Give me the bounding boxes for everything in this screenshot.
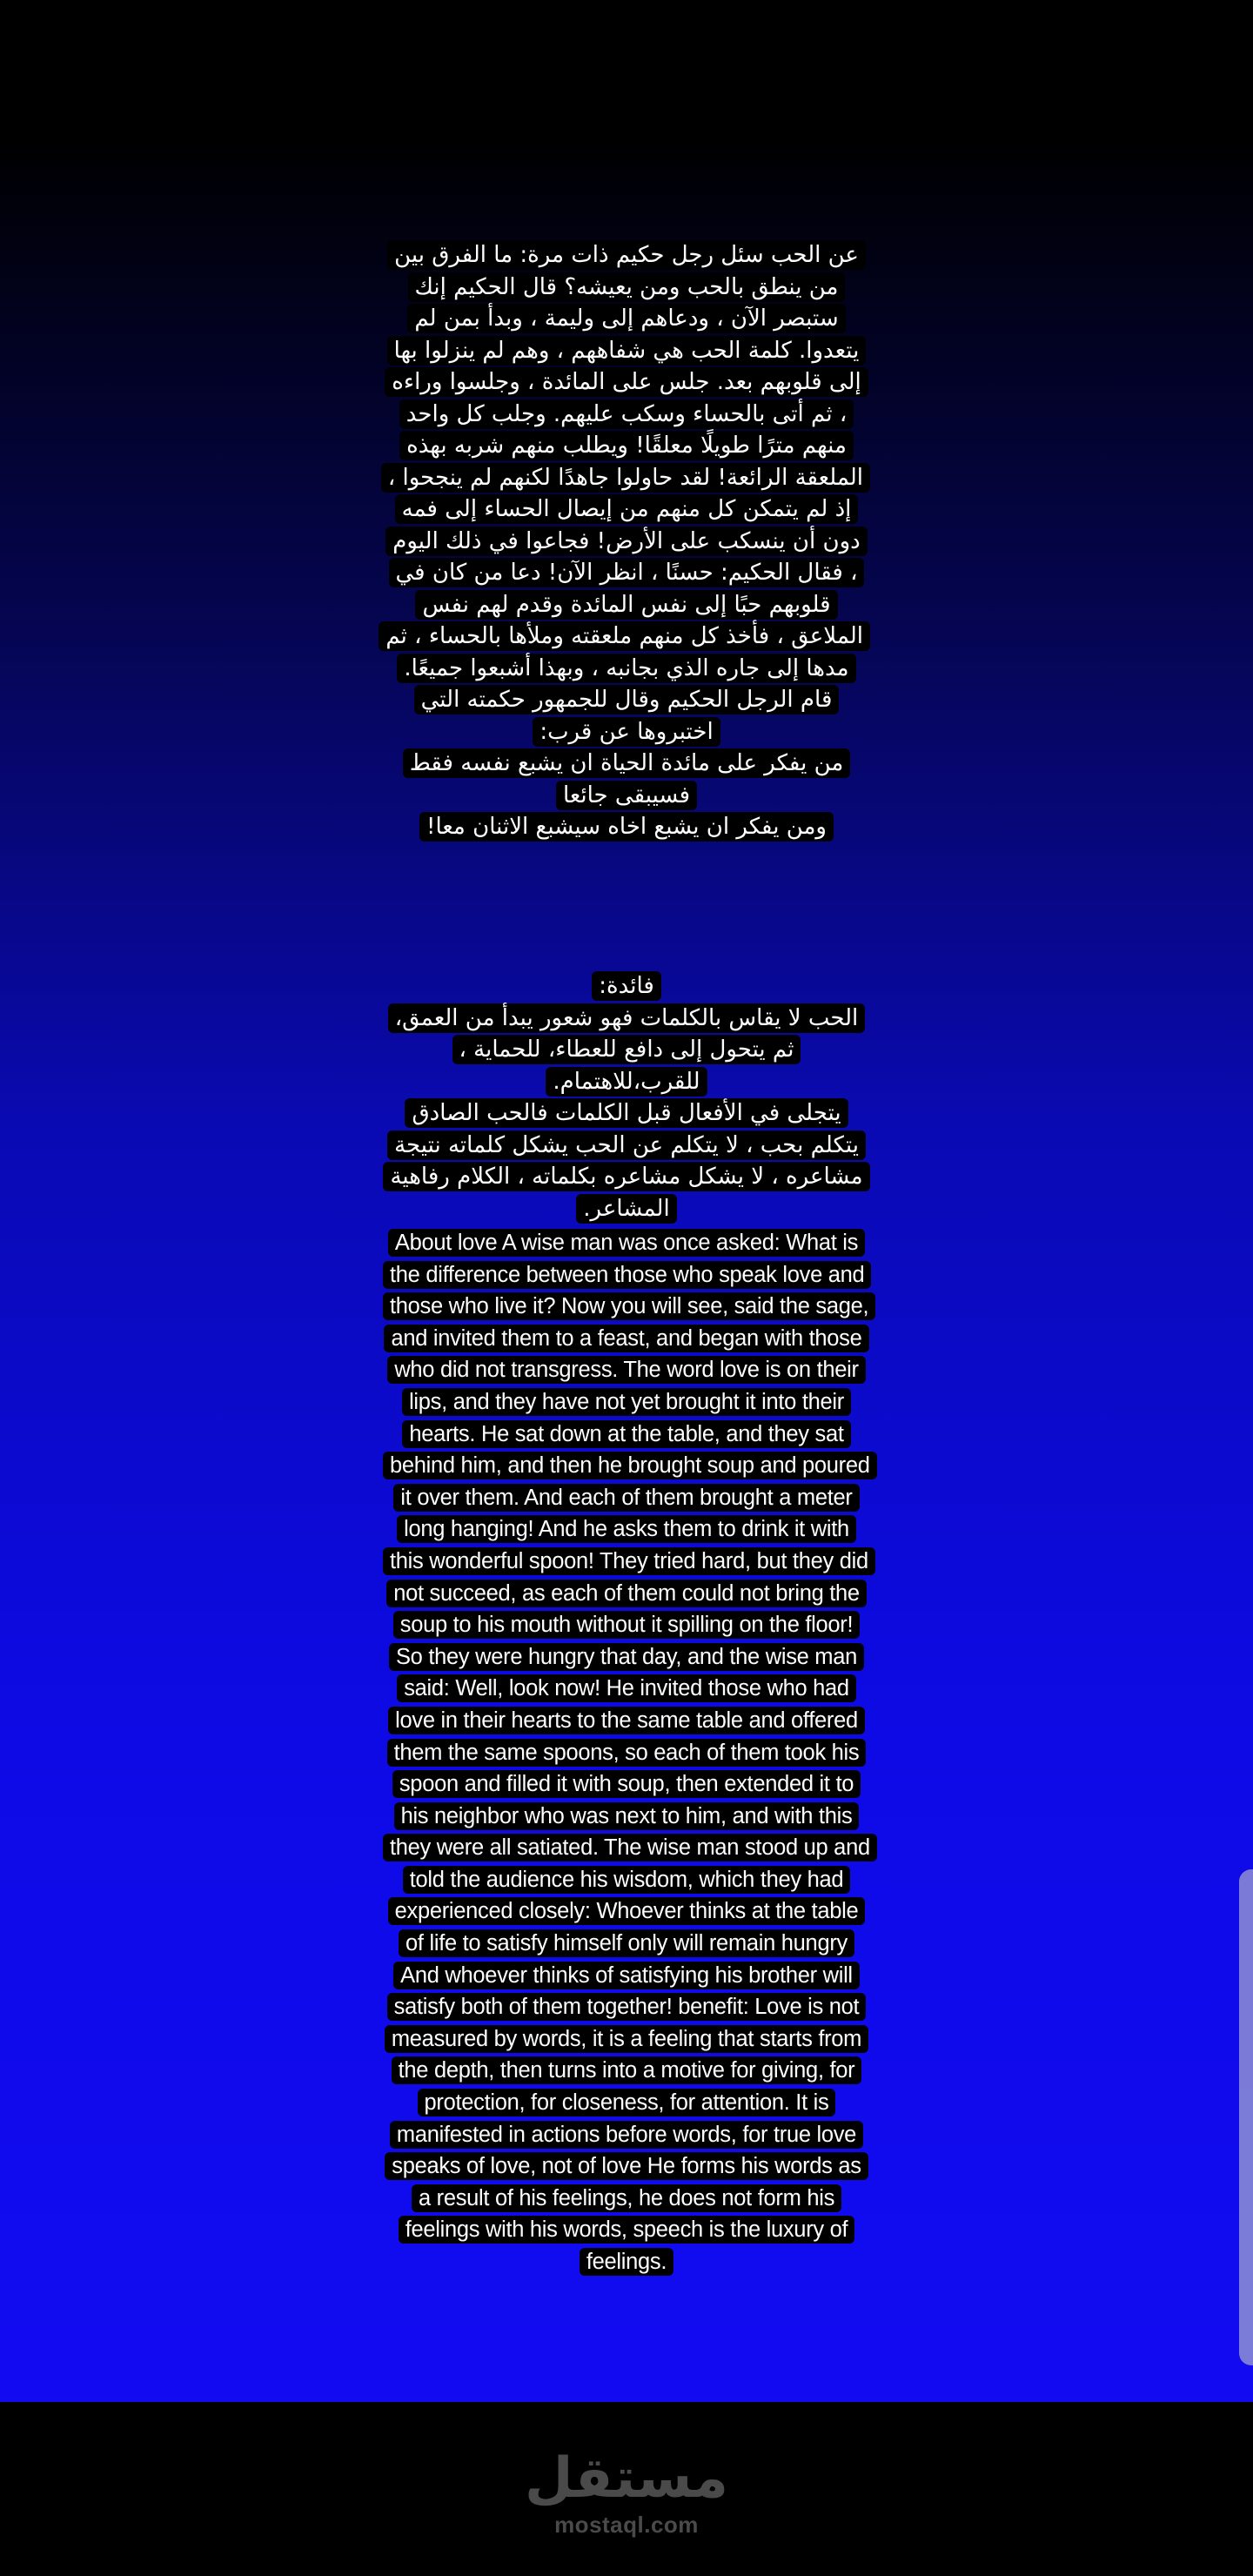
scroll-handle[interactable]	[1239, 1869, 1253, 2365]
moral-line-1: من يفكر على مائدة الحياة ان يشبع نفسه فقط فسيبقى جائعا	[403, 748, 851, 810]
benefit-paragraph-1: الحب لا يقاس بالكلمات فهو شعور يبدأ من العمق، ثم يتحول إلى دافع للعطاء، للحماية ، للقرب،للاهتمام.	[388, 1003, 866, 1097]
mostaql-watermark	[452, 2445, 801, 2538]
benefit-title: فائدة:	[592, 971, 661, 1001]
english-translation	[383, 1227, 870, 2278]
arabic-story	[383, 239, 870, 843]
moral-line-2: ومن يفكر ان يشبع اخاه سيشبع الاثنان معا!	[419, 812, 834, 842]
arabic-story-text: عن الحب سئل رجل حكيم ذات مرة: ما الفرق بين من ينطق بالحب ومن يعيشه؟ قال الحكيم إنك ستبصر الآن ، ودعاهم إلى وليمة ، وبدأ بمن لم يتعدوا. كلمة الحب هي شفاههم ، وهم لم ينزلوا بها إلى قلوبهم بعد. جلس على المائدة ، وجلسوا وراءه ، ثم أتى بالحساء وسكب عليهم. وجلب كل واحد منهم مترًا طويلًا معلقًا! ويطلب منهم شربه بهذه الملعقة الرائعة! لقد حاولوا جاهدًا لكنهم لم ينجحوا ، إذ لم يتمكن كل منهم من إيصال الحساء إلى فمه دون أن ينسكب على الأرض! فجاعوا في ذلك اليوم ، فقال الحكيم: حسنًا ، انظر الآن! دعا من كان في قلوبهم حبًا إلى نفس المائدة وقدم لهم نفس الملاعق ، فأخذ كل منهم ملعقته وملأها بالحساء ، ثم مدها إلى جاره الذي بجانبه ، وبهذا أشبعوا جميعًا. قام الرجل الحكيم وقال للجمهور حكمته التي اختبروها عن قرب:	[379, 240, 870, 747]
watermark-logo-url: mostaql.com	[554, 2512, 699, 2538]
watermark-logo-arabic: مستقل	[524, 2446, 729, 2511]
benefit-paragraph-2: يتجلى في الأفعال قبل الكلمات فالحب الصادق يتكلم بحب ، لا يتكلم عن الحب يشكل كلماته نتيجة مشاعره ، لا يشكل مشاعره بكلماته ، الكلام رفاهية المشاعر.	[383, 1098, 869, 1224]
benefit-section	[383, 970, 870, 1224]
english-story-text: About love A wise man was once asked: What is the difference between those who speak love and those who live it? Now you will see, said the sage, and invited them to a feast, and began with those who did not transgress. The word love is on their lips, and they have not yet brought it into their hearts. He sat down at the table, and they sat behind him, and then he brought soup and poured it over them. And each of them brought a meter long hanging! And he asks them to drink it with this wonderful spoon! They tried hard, but they did not succeed, as each of them could not bring the soup to his mouth without it spilling on the floor! So they were hungry that day, and the wise man said: Well, look now! He invited those who had love in their hearts to the same table and offered them the same spoons, so each of them took his spoon and filled it with soup, then extended it to his neighbor who was next to him, and with this they were all satiated. The wise man stood up and told the audience his wisdom, which they had experienced closely: Whoever thinks at the table of life to satisfy himself only will remain hungry And whoever thinks of satisfying his brother will satisfy both of them together! benefit: Love is not measured by words, it is a feeling that starts from the depth, then turns into a motive for giving, for protection, for closeness, for attention. It is manifested in actions before words, for true love speaks of love, not of love He forms his words as a result of his feelings, he does not form his feelings with his words, speech is the luxury of feelings.	[383, 1229, 877, 2276]
